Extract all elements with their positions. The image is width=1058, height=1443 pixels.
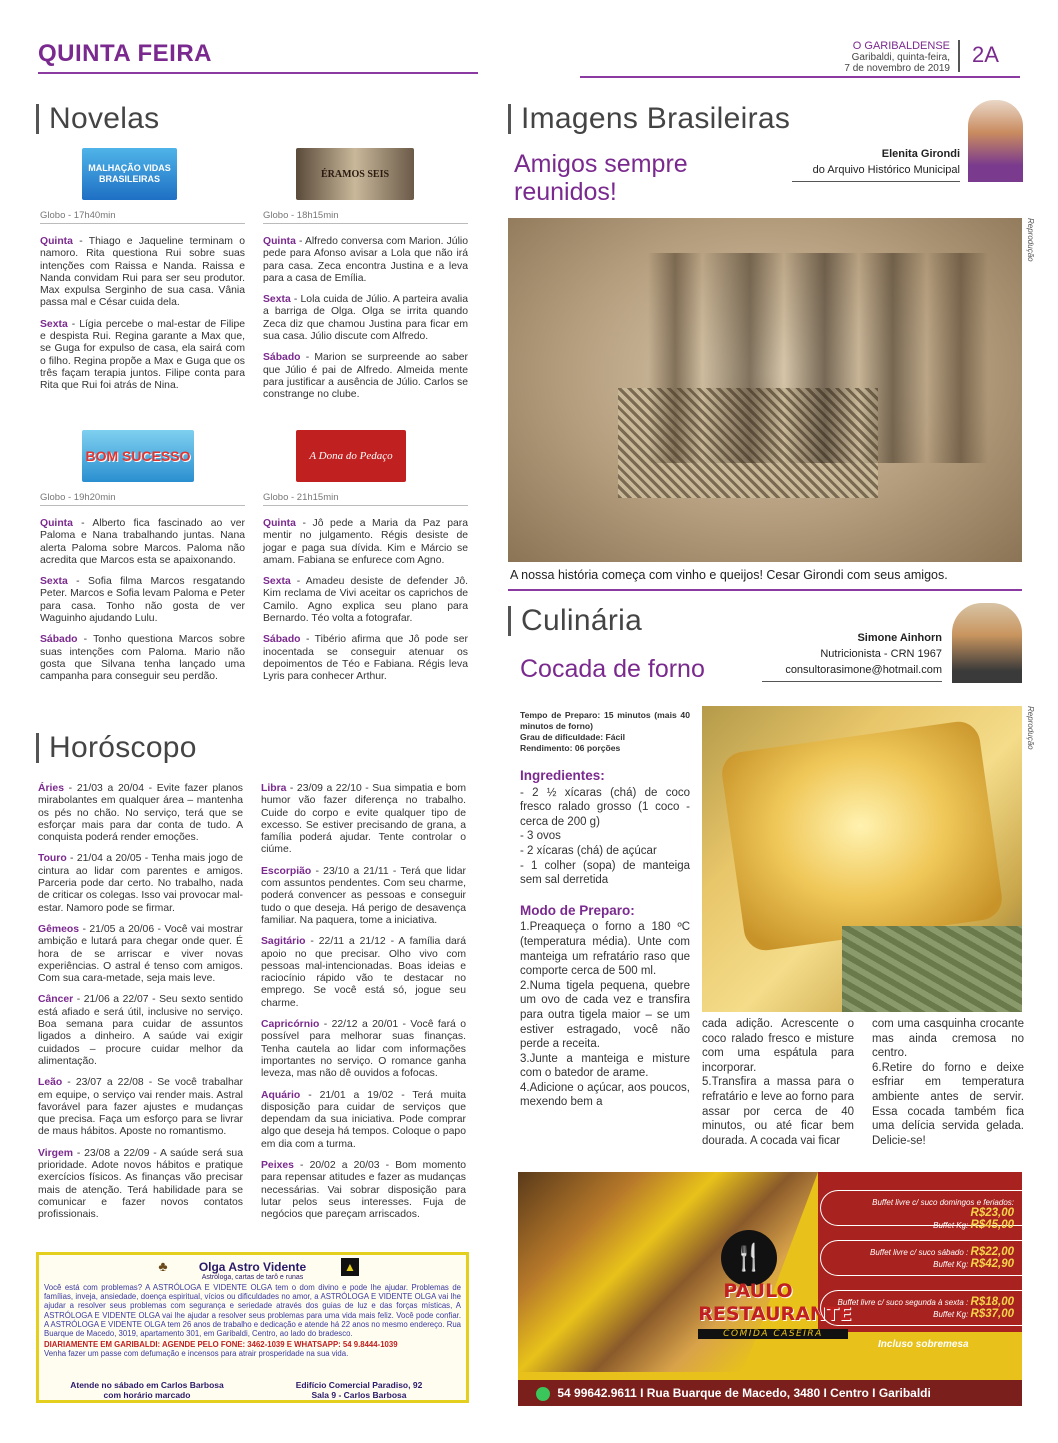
cocada-dish [719, 719, 1004, 953]
header-date-2: 7 de novembro de 2019 [844, 63, 950, 74]
eye-icon: ▲ [341, 1258, 359, 1276]
logo-malhacao-text: MALHAÇÃO VIDAS BRASILEIRAS [88, 163, 171, 184]
elenita-role: do Arquivo Histórico Municipal [812, 164, 960, 176]
caption-rule [508, 589, 1022, 591]
astro-body: Você está com problemas? A ASTRÓLOGA E VIDENTE OLGA tem o dom divino e pode lhe ajudar. Problemas de famílias, inveja, ansiedade, doença espiritual, vícios ou dificuldades no amor, a ASTRÓLOGA E VIDENTE OLGA vai lhe ajudar a resolver seus problemas com segurança e seriedade através dos guias de luz e das forças místicas, A ASTRÓLOGA E VIDENTE OLGA vai lhe ajudar a resolver seus problemas para uma vida mais feliz. Você pode confiar. A ASTRÓLOGA E VIDENTE OLGA tem 26 anos de trabalho e dedicação e atende há 22 anos no mesmo endereço. Rua Buarque de Macedo, 3019, apartamento 301, em Garibaldi, Centro, ao lado do bradesco. [44, 1283, 461, 1339]
show-1-episodes [40, 236, 245, 402]
method-col-2: cada adição. Acrescente o coco ralado fresco e misture com uma espátula para incorporar. 5.Transfira a massa para o refratário e leve ao forno para assar por cerca de 40 minutos, ou até ficar bem dourada. A cocada vai ficar [702, 1018, 854, 1147]
ingredient: - 3 ovos [520, 830, 561, 843]
imagens-subtitle: Amigos sempre reunidos! [514, 150, 688, 206]
horoscope-entry: Aquário - 21/01 a 19/02 - Terá muita disposição para cuidar de serviços que dependam da sua iniciativa. Pode comprar algo que deseja há tempos. Coloque o papo em dia com a turma. [261, 1089, 466, 1150]
astro-ad [36, 1252, 469, 1403]
simone-role: Nutricionista - CRN 1967 [820, 648, 942, 660]
show-2-episodes [263, 236, 468, 411]
restaurant-footer [518, 1380, 1022, 1406]
episode: Quinta - Alfredo conversa com Marion. Júlio pede para Afonso avisar a Lola que não irá para casa. Zeca encontra Justina e a leva para a casa de Emília. [263, 236, 468, 284]
horoscope-entry: Peixes - 20/02 a 20/03 - Bom momento para repensar atitudes e fazer as mudanças necessárias. Vai sobrar disposição para lutar pelos seus interesses. Fuja de negócios que pareçam arriscados. [261, 1160, 466, 1221]
horoscope-entry: Leão - 23/07 a 22/08 - Se você trabalhar em equipe, o serviço vai render mais. Astral favorável para fazer ajustes e mudanças que precisa. Faça um esforço para se livrar de maus hábitos. Aposte no romantismo. [38, 1077, 243, 1138]
episode: Sábado - Marion se surpreende ao saber que Júlio é pai de Alfredo. Almeida mente para justificar a ausência de Júlio. Carlos se constrange no clube. [263, 352, 468, 401]
horoscope-entry: Virgem - 23/08 a 22/09 - A saúde será sua prioridade. Adote novos hábitos e pratique exercícios físicos. As finanças vão precisar mais de atenção. Terá habilidade para se comunicar e fazer novos contatos profissionais. [38, 1147, 243, 1221]
channel-rule-2 [263, 223, 468, 224]
horoscope-entry: Escorpião - 23/10 a 21/11 - Terá que lidar com assuntos pendentes. Com seu charme, poderá convencer as pessoas e conseguir tudo o que deseja. Há perigo de desavença familiar. Na paquera, tome a iniciativa. [261, 865, 466, 926]
horoscope-entry: Câncer - 21/06 a 22/07 - Seu sexto sentido está afiado e será útil, inclusive no serviço. Boa semana para cuidar de assuntos ligados a dinheiro. A saúde vai exigir cuidados – procure cuidar melhor da alimentação. [38, 994, 243, 1067]
horoscope-right-column [261, 783, 466, 1231]
method-col-1: 1.Preaqueça o forno a 180 ºC (temperatura média). Unte com manteiga um refratário raso que comporte cerca de 500 ml. 2.Numa tigela pequena, quebre um ovo de cada vez e transfira para outra tigela maior – se um estiver estragado, você não perde a receita. 3.Junte a manteiga e misture com o batedor de arame. 4.Adicione o açúcar, aos poucos, mexendo bem a [520, 921, 690, 1109]
astro-name: Olga Astro Vidente [198, 1260, 307, 1274]
logo-malhacao [82, 148, 177, 200]
horoscopo-title: Horóscopo [36, 733, 197, 763]
simone-avatar [952, 603, 1022, 683]
page-number: 2A [972, 42, 999, 67]
cocada-credit: Reprodução [1026, 706, 1035, 750]
simone-author: Simone Ainhorn [857, 632, 942, 644]
photo-caption: A nossa história começa com vinho e queijos! Cesar Girondi com seus amigos. [510, 568, 948, 582]
astro-right-note: Edifício Comercial Paradiso, 92 Sala 9 - Carlos Barbosa [295, 1380, 423, 1400]
horoscope-entry: Touro - 21/04 a 20/05 - Tenha mais jogo de cintura ao lidar com parentes e amigos. Parceria pode dar certo. No trabalho, nada de criticar os colegas. Isso vai provocar mal-estar. Namoro pode se firmar. [38, 853, 244, 914]
whatsapp-icon [536, 1387, 550, 1401]
restaurant-name-2: RESTAURANTE [698, 1303, 852, 1325]
channel-3: Globo - 19h20min [40, 492, 116, 503]
episode: Quinta - Alberto fica fascinado ao ver Paloma e Nana trabalhando juntas. Nana alerta Paloma sobre Marcos. Paloma não acredita que Marcos esta se apaixonando. [40, 518, 245, 566]
elenita-author: Elenita Girondi [881, 148, 960, 160]
footer-text: 54 99642.9611 I Rua Buarque de Macedo, 3480 I Centro I Garibaldi [557, 1386, 931, 1400]
header-rule-left [38, 72, 478, 74]
horoscope-entry: Sagitário - 22/11 a 21/12 - A família dará apoio no que precisar. Olho vivo com pessoas mal-intencionadas. Boas ideias e raciocínio rápido vão te destacar no emprego. Se você está só, jogue seu charme. [261, 936, 466, 1009]
header-day: QUINTA FEIRA [38, 40, 212, 67]
culinaria-title: Culinária [508, 606, 642, 636]
episode: Sexta - Lígia percebe o mal-estar de Filipe e despista Rui. Regina garante a Max que, se Guga for expulso de casa, ela sairá com o filho. Regina propõe a Max e Guga que os três façam terapia juntos. Filipe conta para Rita que Rui foi atrás de Nina. [40, 318, 245, 392]
channel-rule-1 [40, 223, 245, 224]
channel-2: Globo - 18h15min [263, 210, 339, 221]
elenita-avatar [968, 100, 1023, 182]
simone-email[interactable]: consultorasimone@hotmail.com [785, 664, 942, 676]
header-divider [958, 40, 960, 72]
price-box-2: Buffet livre c/ suco sábado : R$22,00 Buffet Kg: R$42,90 [820, 1240, 1022, 1276]
horoscope-entry: Libra - 23/09 a 22/10 - Sua simpatia e bom humor vão fazer diferença no trabalho. Cuide do corpo e evite qualquer tipo de excesso. Se estiver precisando de grana, a família poderá ajudar. Tente controlar o ciúme. [261, 783, 466, 856]
author-rule-1 [792, 181, 960, 182]
episode: Quinta - Jô pede a Maria da Paz para mentir no julgamento. Régis desiste de jogar e paga sua dívida. Kim e Márcio se amam. Fabiana se enfurece com Agno. [263, 518, 468, 566]
restaurant-tagline: COMIDA CASEIRA [698, 1329, 848, 1339]
logo-bom-sucesso-text: BOM SUCESSO [85, 447, 191, 464]
logo-eramos-text: ÉRAMOS SEIS [320, 168, 390, 180]
astro-smoke: Venha fazer um passe com defumação e incensos para atrair prosperidade na sua vida. [44, 1349, 349, 1359]
show-3-episodes [40, 518, 245, 693]
cocada-cloth [842, 926, 1022, 1012]
episode: Sexta - Amadeu desiste de defender Jô. Kim reclama de Vivi aceitar os caprichos de Camilo. Agno explica seu plano para Bernardo. Téo volta a fotografar. [263, 576, 468, 625]
logo-bom-sucesso [82, 430, 194, 482]
header-paper: O GARIBALDENSE [852, 40, 950, 52]
chef-dome-icon: 🍴 [721, 1230, 777, 1286]
astro-left-note: Atende no sábado em Carlos Barbosa com horário marcado [70, 1380, 224, 1400]
horoscope-entry: Gêmeos - 21/05 a 20/06 - Você vai mostrar ambição e lutará para chegar onde quer. É hora de se arriscar e viver novas experiências. O astral é tenso com amigos. Com sua cara-metade, seja mais leve. [38, 923, 243, 985]
imagens-title: Imagens Brasileiras [508, 104, 790, 134]
astro-subtitle: Astróloga, cartas de tarô e runas [201, 1274, 304, 1281]
method-col-3: com uma casquinha crocante mas ainda cremosa no centro. 6.Retire do forno e deixe esfriar em temperatura ambiente antes de servir. Essa cocada também fica uma delícia servida gelada. Delicie-se! [872, 1018, 1024, 1147]
show-4-episodes [263, 518, 468, 693]
channel-1: Globo - 17h40min [40, 210, 116, 221]
horoscope-entry: Áries - 21/03 a 20/04 - Evite fazer planos mirabolantes em qualquer área – mantenha os pés no chão. No serviço, terá que se esforçar mais para dar conta de tudo. A conquista poderá render emoções. [38, 783, 243, 844]
channel-rule-4 [263, 505, 468, 506]
recipe-meta: Tempo de Preparo: 15 minutos (mais 40 minutos de forno) Grau de dificuldade: Fácil Rendimento: 06 porções [520, 710, 690, 753]
header-rule-right [580, 76, 1020, 78]
recipe-ingredients [520, 765, 690, 1110]
ingredient: - 2 xícaras (chá) de açúcar [520, 844, 657, 857]
culinaria-subtitle: Cocada de forno [520, 655, 705, 683]
logo-dona-do-pedaco [296, 430, 406, 482]
logo-eramos-seis [296, 148, 414, 200]
episode: Quinta - Thiago e Jaqueline terminam o namoro. Rita questiona Rui sobre suas intenções com Raissa e Nanda. Raissa e Nanda convidam Rui para ser seu produtor. Max expulsa Serginho de sua casa. Vânia passa mal e César cuida dela. [40, 236, 245, 309]
author-rule-2 [762, 681, 942, 682]
method-title: Modo de Preparo: [520, 902, 635, 918]
dessert-note: Incluso sobremesa [878, 1339, 969, 1350]
horoscope-entry: Capricórnio - 22/12 a 20/01 - Você fará o possível para melhorar suas finanças. Tenha cautela ao lidar com informações importantes no serviço. O romance ganha leveza, mas não dê ouvidos a fofocas. [261, 1019, 466, 1080]
ingredient: - 2 ½ xícaras (chá) de coco fresco ralado grosso (1 coco - cerca de 200 g) [520, 786, 690, 828]
astro-phone: DIARIAMENTE EM GARIBALDI: AGENDE PELO FONE: 3462-1039 E WHATSAPP: 54 9.8444-1039 [44, 1340, 398, 1350]
episode: Sábado - Tonho questiona Marcos sobre suas intenções com Paloma. Mario não gosta que Silvana tenha lançado uma campanha para conseguir seu perdão. [40, 634, 245, 683]
header-date-1: Garibaldi, quinta-feira, [851, 52, 950, 63]
candle-icon: ♣ [158, 1258, 168, 1274]
ingredient: - 1 colher (sopa) de manteiga sem sal derretida [520, 859, 690, 887]
logo-dona-text: A Dona do Pedaço [309, 450, 393, 462]
restaurant-name-1: PAULO [723, 1280, 793, 1302]
restaurant-ad [518, 1172, 1022, 1380]
episode: Sexta - Lola cuida de Júlio. A parteira avalia a barriga de Olga. Olga se irrita quando Zeca diz que chamou Justina para ficar em sua casa. Júlio discute com Alfredo. [263, 294, 468, 343]
channel-4: Globo - 21h15min [263, 492, 339, 503]
ingredients-title: Ingredientes: [520, 768, 605, 783]
price-box-1: Buffet livre c/ suco domingos e feriados: R$23,00 Buffet Kg: R$45,00 [820, 1190, 1022, 1226]
photo-credit: Reprodução [1026, 218, 1035, 262]
novelas-title: Novelas [36, 104, 159, 134]
channel-rule-3 [40, 505, 245, 506]
historical-photo [508, 218, 1022, 562]
episode: Sábado - Tibério afirma que Jô pode ser inocentada se conseguir atenuar os depoimentos de Téo e Fabiana. Régis leva Lyris para conhecer Arthur. [263, 634, 468, 683]
photo-figures [648, 253, 988, 463]
price-box-3: Buffet livre c/ suco segunda à sexta : R$18,00 Buffet Kg: R$37,00 [820, 1290, 1022, 1326]
cocada-photo [702, 706, 1022, 1012]
episode: Sexta - Sofia filma Marcos resgatando Peter. Marcos e Sofia levam Paloma e Peter para casa. Tonho não gosta de ver Waguinho ajudando Lulu. [40, 576, 245, 625]
horoscope-left-column [38, 783, 243, 1231]
